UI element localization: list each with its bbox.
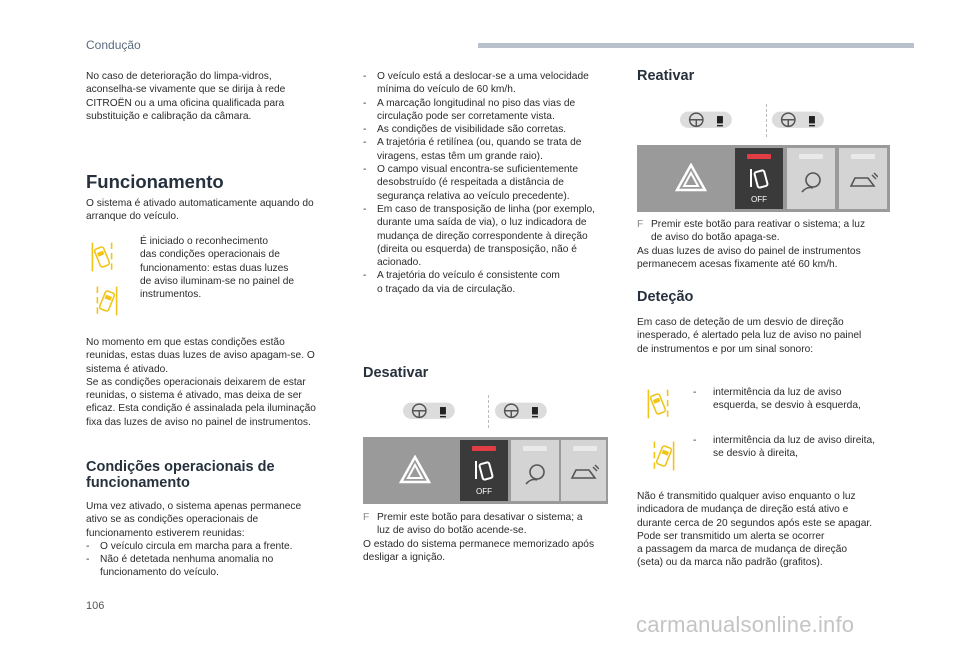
- lane-right-warning-icon: [95, 282, 119, 320]
- steering-wheel-illustration: [403, 395, 477, 425]
- funcionamento-paragraph: O sistema é ativado automaticamente aquando do arranque do veículo.: [86, 198, 314, 223]
- list-item: - Não é detetada nenhuma anomalia no funcionamento do veículo.: [86, 554, 274, 579]
- funcionamento-heading: Funcionamento: [86, 171, 224, 192]
- lane-left-warning-icon: [646, 385, 670, 423]
- lane-right-warning-icon: [652, 437, 676, 475]
- lane-keep-button[interactable]: [787, 148, 835, 209]
- desativar-heading: Desativar: [363, 365, 429, 381]
- detecao-item-left: - intermitência da luz de aviso esquerda, se desvio à esquerda,: [693, 387, 861, 412]
- off-label: OFF: [751, 195, 767, 204]
- list-item: - A trajetória do veículo é consistente com o traçado da via de circulação.: [363, 270, 560, 295]
- divider: [488, 395, 490, 428]
- header-bar: [478, 43, 914, 48]
- conditions-list: [363, 70, 625, 296]
- lane-keep-icon: [799, 170, 823, 196]
- activation-paragraph: No momento em que estas condições estão reunidas, estas duas luzes de aviso apagam-se. O sistema é ativado. Se as condições operacionais deixarem de estar reunidas, o sistema é ativado, mas deixa de ser eficaz. Esta condição é assinalada pela iluminação fixa das luzes de aviso no painel de instrumentos.: [86, 337, 316, 428]
- list-item: - O veículo circula em marcha para a frente.: [86, 540, 293, 552]
- lane-car-icon: [747, 166, 771, 190]
- button-panel: [637, 145, 890, 212]
- steering-wheel-illustration: [680, 104, 754, 134]
- detecao-paragraph: Em caso de deteção de um desvio de direção inesperado, é alertado pela luz de aviso no painel de instrumentos e por um sinal sonoro:: [637, 317, 862, 355]
- detecao-item-right: - intermitência da luz de aviso direita, se desvio à direita,: [693, 435, 875, 460]
- condicoes-paragraph: Uma vez ativado, o sistema apenas permanece ativo se as condições operacionais de funcionamento estiverem reunidas: - O veículo circula em marcha para a frente. - Não é detetada nenhuma anomalia no funcionamento do veículo.: [86, 500, 346, 580]
- hazard-warning-icon[interactable]: [399, 455, 431, 485]
- hazard-warning-icon[interactable]: [675, 163, 707, 193]
- lane-left-warning-icon: [90, 238, 114, 276]
- detecao-heading: Deteção: [637, 289, 694, 305]
- list-item: - As condições de visibilidade são corretas.: [363, 124, 567, 136]
- lane-car-icon: [472, 458, 496, 482]
- park-assist-button[interactable]: [839, 148, 887, 209]
- reativar-step: F Premir este botão para reativar o sistema; a luz de aviso do botão apaga-se. As duas luzes de aviso do painel de instrumentos permanecem acesas fixamente até 60 km/h.: [637, 219, 866, 270]
- car-sensor-icon: [848, 172, 878, 192]
- lane-assist-off-button[interactable]: [735, 148, 783, 209]
- step-marker-icon: F: [363, 512, 370, 523]
- park-assist-button[interactable]: [561, 440, 606, 501]
- off-label: OFF: [476, 487, 492, 496]
- car-sensor-icon: [569, 464, 599, 484]
- list-item: - A trajetória é retilínea (ou, quando se trata de viragens, estas têm um grande raio).: [363, 137, 582, 162]
- list-item: - O veículo está a deslocar-se a uma velocidade mínima do veículo de 60 km/h.: [363, 71, 589, 96]
- button-warning-led: [472, 446, 496, 451]
- steering-wheel-illustration: [495, 395, 569, 425]
- watermark: carmanualsonline.info: [636, 612, 855, 637]
- intro-paragraph: No caso de deterioração do limpa-vidros, aconselha-se vivamente que se dirija à rede CITROËN ou a uma oficina qualificada para substituição e calibração da câmara.: [86, 71, 286, 122]
- button-warning-led: [747, 154, 771, 159]
- divider: [766, 104, 768, 137]
- button-panel: [363, 437, 608, 504]
- condicoes-heading: Condições operacionais de funcionamento: [86, 459, 275, 491]
- lane-keep-button[interactable]: [511, 440, 559, 501]
- steering-wheel-illustration: [772, 104, 846, 134]
- list-item: - A marcação longitudinal no piso das vias de circulação pode ser corretamente vista.: [363, 97, 576, 122]
- lane-keep-icon: [523, 462, 547, 488]
- warning-lights-description: É iniciado o reconhecimento das condições operacionais de funcionamento: estas duas luzes de aviso iluminam-se no painel de instrumentos.: [140, 236, 295, 301]
- reativar-heading: Reativar: [637, 68, 695, 84]
- list-item: - Em caso de transposição de linha (por exemplo, durante uma saída de via), o luz indicadora de mudança de direção correspondente à direção (direita ou esquerda) de transposição, não é acionado.: [363, 203, 596, 269]
- detecao-note: Não é transmitido qualquer aviso enquanto o luz indicadora de mudança de direção está ativo e durante cerca de 20 segundos após este se apagar. Pode ser transmitido um alerta se ocorrer a passagem da marca de mudança de direção (seta) ou da marca não padrão (grafitos).: [637, 491, 873, 569]
- step-marker-icon: F: [637, 219, 644, 230]
- desativar-step: F Premir este botão para desativar o sistema; a luz de aviso do botão acende-se. O estado do sistema permanece memorizado após desligar a ignição.: [363, 512, 595, 563]
- page-number: 106: [86, 600, 105, 612]
- list-item: - O campo visual encontra-se suficientemente desobstruído (é respeitada a distância de segurança relativa ao veículo precedente).: [363, 164, 579, 202]
- section-title: Condução: [86, 38, 141, 52]
- lane-assist-off-button[interactable]: [460, 440, 508, 501]
